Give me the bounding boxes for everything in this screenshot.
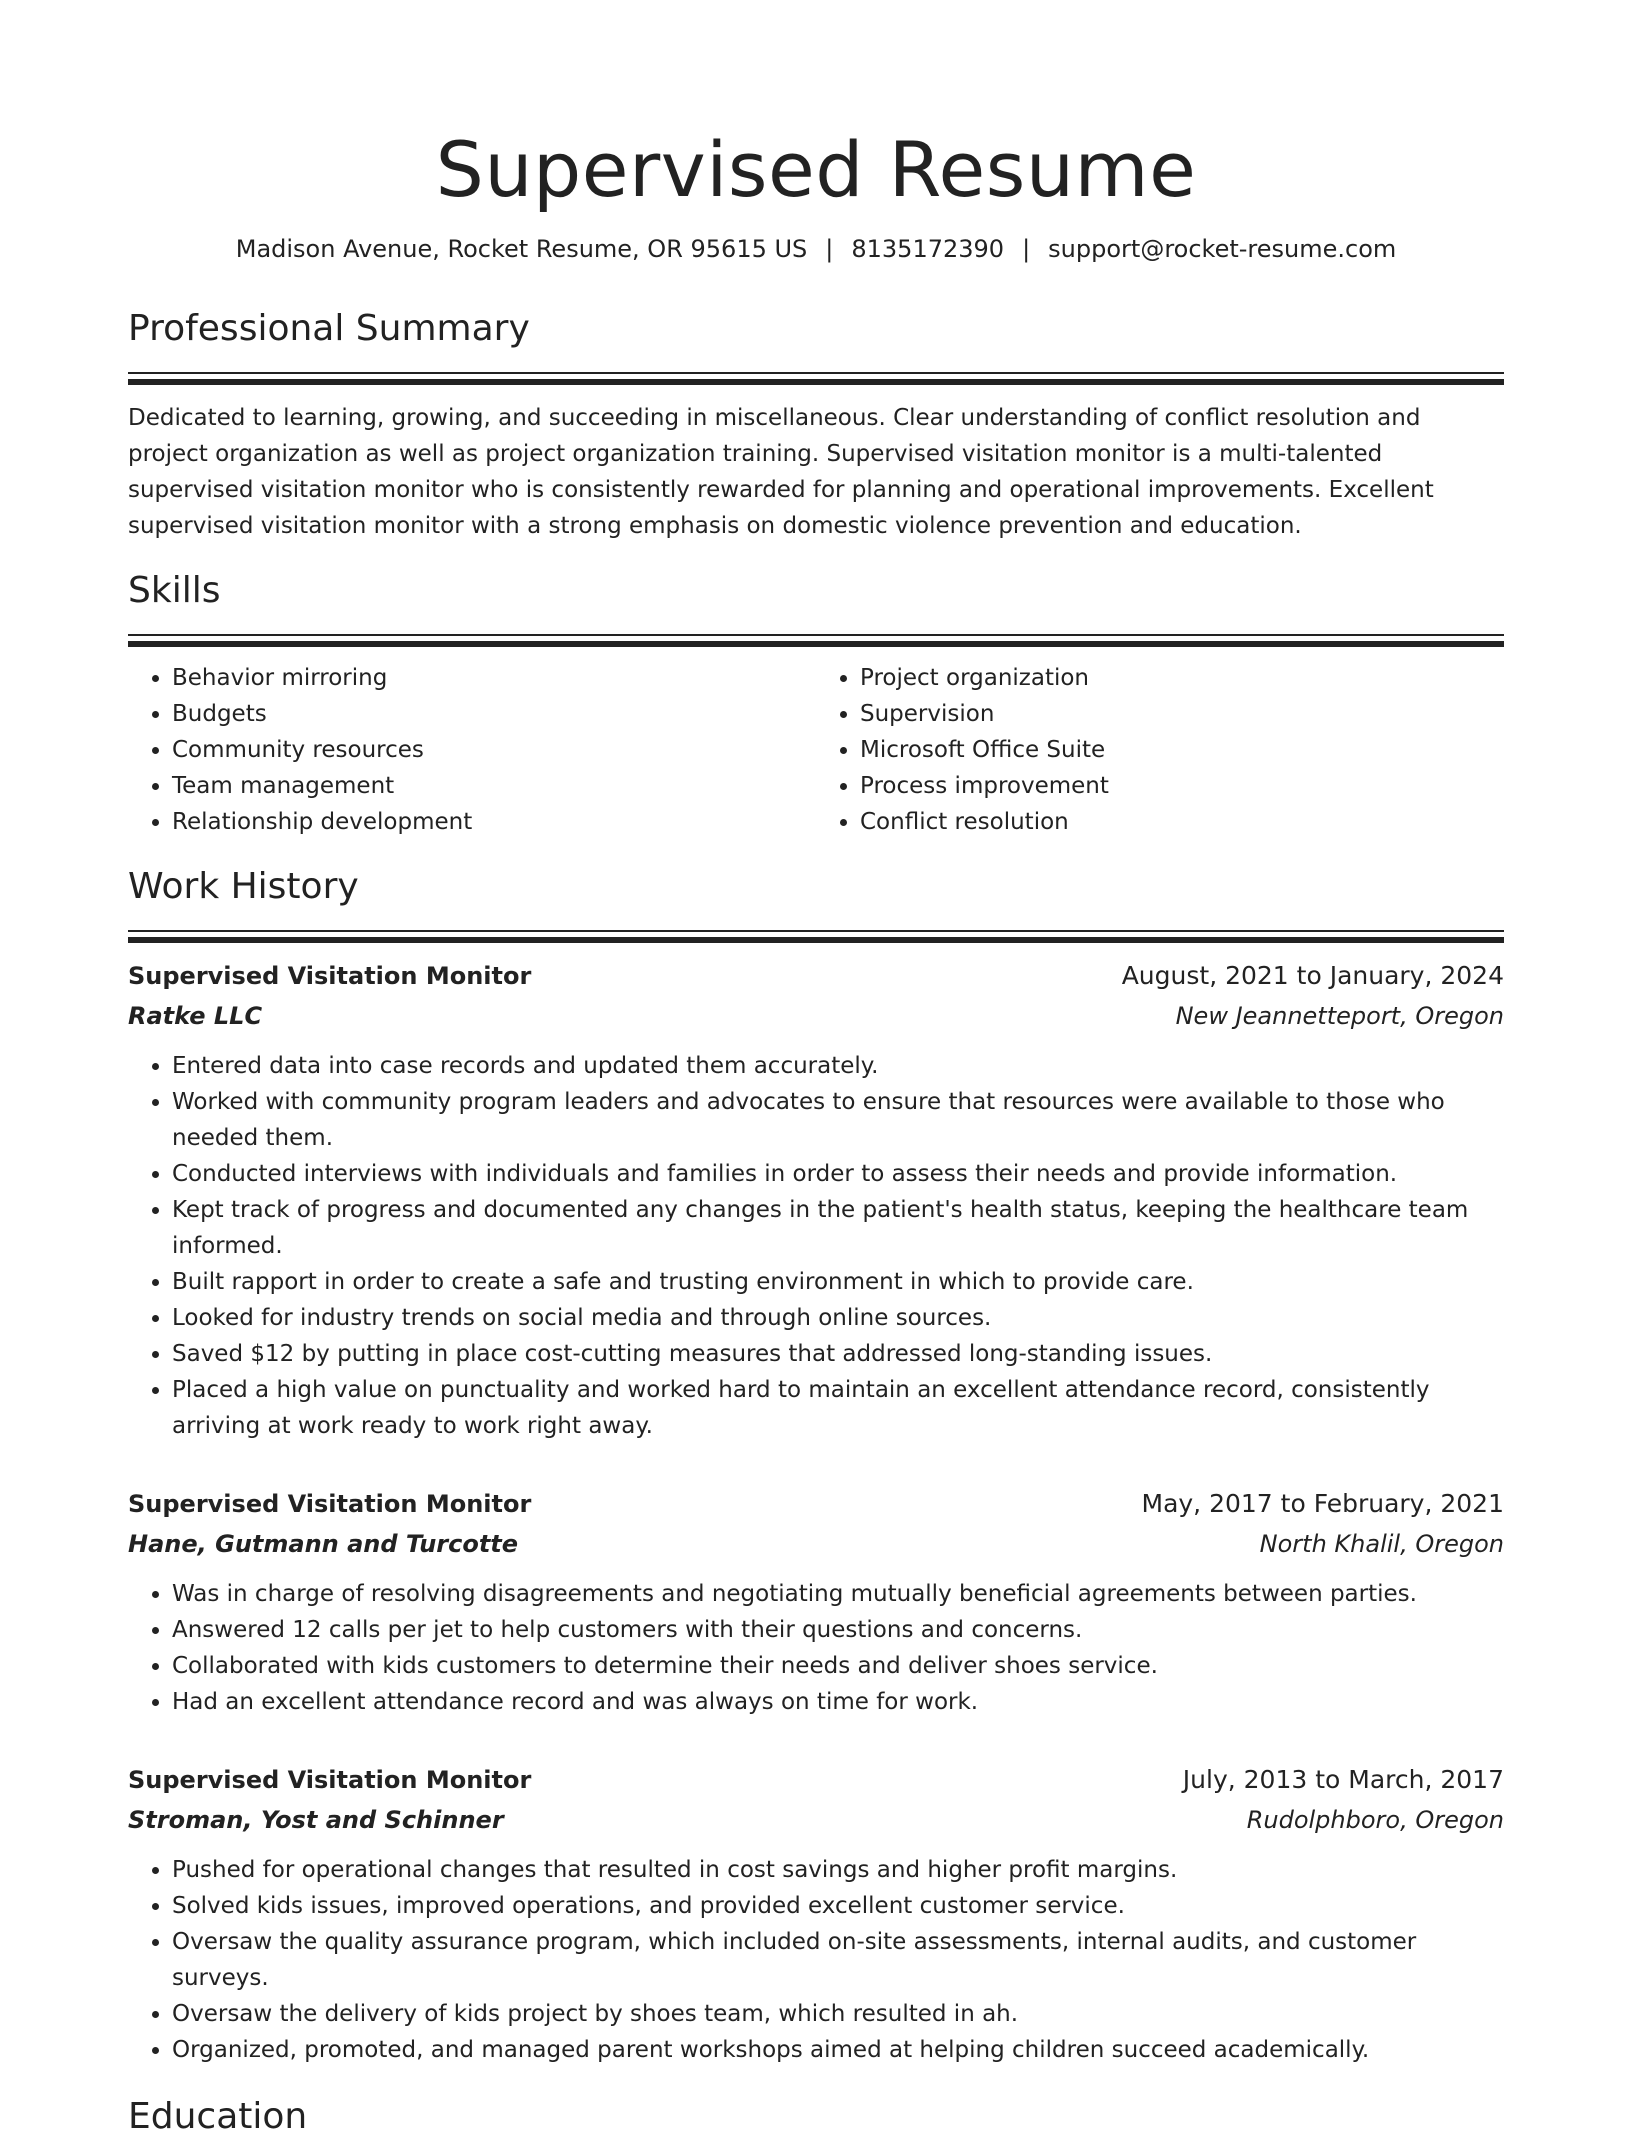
section-title-skills: Skills bbox=[128, 570, 221, 611]
job-bullets bbox=[128, 1852, 1504, 2068]
job-bullet: • Looked for industry trends on social media and through online sources. bbox=[172, 1300, 1504, 1336]
job-bullet: • Collaborated with kids customers to determine their needs and deliver shoes service. bbox=[172, 1648, 1504, 1684]
job-company: Ratke LLC bbox=[128, 1002, 263, 1030]
job-dates: May, 2017 to February, 2021 bbox=[1141, 1489, 1504, 1518]
job-company: Stroman, Yost and Schinner bbox=[128, 1806, 504, 1834]
skill-item: • Team management bbox=[172, 768, 816, 804]
job-dates: July, 2013 to March, 2017 bbox=[1182, 1765, 1504, 1794]
skills-section bbox=[128, 568, 1504, 840]
job-bullet: • Was in charge of resolving disagreements and negotiating mutually beneficial agreements between parties. bbox=[172, 1576, 1504, 1612]
skills-list-right bbox=[816, 660, 1504, 840]
job-bullets bbox=[128, 1576, 1504, 1720]
skill-item: • Budgets bbox=[172, 696, 816, 732]
job-dates: August, 2021 to January, 2024 bbox=[1121, 961, 1504, 990]
job-title: Supervised Visitation Monitor bbox=[128, 1490, 532, 1518]
section-divider bbox=[128, 930, 1504, 944]
skill-item: • Conflict resolution bbox=[860, 804, 1504, 840]
job-header-row bbox=[128, 1484, 1504, 1524]
job-location: North Khalil, Oregon bbox=[1259, 1530, 1504, 1558]
section-title-education: Education bbox=[128, 2096, 308, 2137]
resume-name: Supervised Resume bbox=[435, 125, 1197, 214]
skill-item: • Microsoft Office Suite bbox=[860, 732, 1504, 768]
job-entry bbox=[128, 956, 1504, 1444]
job-bullet: • Had an excellent attendance record and was always on time for work. bbox=[172, 1684, 1504, 1720]
job-bullet: • Worked with community program leaders and advocates to ensure that resources were available to those who needed them. bbox=[172, 1084, 1504, 1156]
job-bullet: • Solved kids issues, improved operations, and provided excellent customer service. bbox=[172, 1888, 1504, 1924]
job-company-row bbox=[128, 996, 1504, 1036]
job-title: Supervised Visitation Monitor bbox=[128, 1766, 532, 1794]
job-bullet: • Conducted interviews with individuals and families in order to assess their needs and provide information. bbox=[172, 1156, 1504, 1192]
summary-section bbox=[128, 306, 1504, 544]
section-title-work: Work History bbox=[128, 866, 359, 907]
skill-item: • Supervision bbox=[860, 696, 1504, 732]
job-location: New Jeannetteport, Oregon bbox=[1175, 1002, 1504, 1030]
contact-separator: | bbox=[825, 235, 834, 263]
summary-text: Dedicated to learning, growing, and succeeding in miscellaneous. Clear understanding of conflict resolution and project organization as well as project organization training. Supervised visitation monitor is a multi-talented supervised visitation monitor who is consistently rewarded for planning and operational improvements. Excellent supervised visitation monitor with a strong emphasis on domestic violence prevention and education. bbox=[128, 405, 1434, 539]
job-bullet: • Built rapport in order to create a safe and trusting environment in which to provide care. bbox=[172, 1264, 1504, 1300]
skill-item: • Process improvement bbox=[860, 768, 1504, 804]
skills-columns bbox=[128, 660, 1504, 840]
job-header-row bbox=[128, 1760, 1504, 1800]
resume-page bbox=[128, 0, 1504, 2068]
section-divider bbox=[128, 372, 1504, 386]
job-title: Supervised Visitation Monitor bbox=[128, 962, 532, 990]
job-header-row bbox=[128, 956, 1504, 996]
contact-line bbox=[128, 232, 1504, 266]
job-bullet: • Placed a high value on punctuality and worked hard to maintain an excellent attendance record, consistently arriving at work ready to work right away. bbox=[172, 1372, 1504, 1444]
job-bullet: • Oversaw the delivery of kids project by shoes team, which resulted in ah. bbox=[172, 1996, 1504, 2032]
work-history-section bbox=[128, 864, 1504, 2068]
section-title-summary: Professional Summary bbox=[128, 308, 530, 349]
skill-item: • Relationship development bbox=[172, 804, 816, 840]
job-bullet: • Entered data into case records and updated them accurately. bbox=[172, 1048, 1504, 1084]
job-location: Rudolphboro, Oregon bbox=[1246, 1806, 1504, 1834]
job-bullets bbox=[128, 1048, 1504, 1444]
contact-address: Madison Avenue, Rocket Resume, OR 95615 US bbox=[235, 235, 808, 263]
skills-list-left bbox=[128, 660, 816, 840]
job-bullet: • Answered 12 calls per jet to help customers with their questions and concerns. bbox=[172, 1612, 1504, 1648]
skill-item: • Community resources bbox=[172, 732, 816, 768]
job-bullet: • Pushed for operational changes that resulted in cost savings and higher profit margins. bbox=[172, 1852, 1504, 1888]
skill-item: • Project organization bbox=[860, 660, 1504, 696]
contact-email: support@rocket-resume.com bbox=[1048, 235, 1397, 263]
job-bullet: • Organized, promoted, and managed parent workshops aimed at helping children succeed academically. bbox=[172, 2032, 1504, 2068]
job-bullet: • Oversaw the quality assurance program, which included on-site assessments, internal audits, and customer surveys. bbox=[172, 1924, 1504, 1996]
section-divider bbox=[128, 634, 1504, 648]
contact-separator: | bbox=[1022, 235, 1031, 263]
job-bullet: • Saved $12 by putting in place cost-cutting measures that addressed long-standing issues. bbox=[172, 1336, 1504, 1372]
job-company-row bbox=[128, 1800, 1504, 1840]
job-entry bbox=[128, 1484, 1504, 1720]
contact-phone: 8135172390 bbox=[851, 235, 1005, 263]
job-company-row bbox=[128, 1524, 1504, 1564]
job-company: Hane, Gutmann and Turcotte bbox=[128, 1530, 519, 1558]
job-bullet: • Kept track of progress and documented any changes in the patient's health status, keeping the healthcare team informed. bbox=[172, 1192, 1504, 1264]
skill-item: • Behavior mirroring bbox=[172, 660, 816, 696]
job-entry bbox=[128, 1760, 1504, 2068]
